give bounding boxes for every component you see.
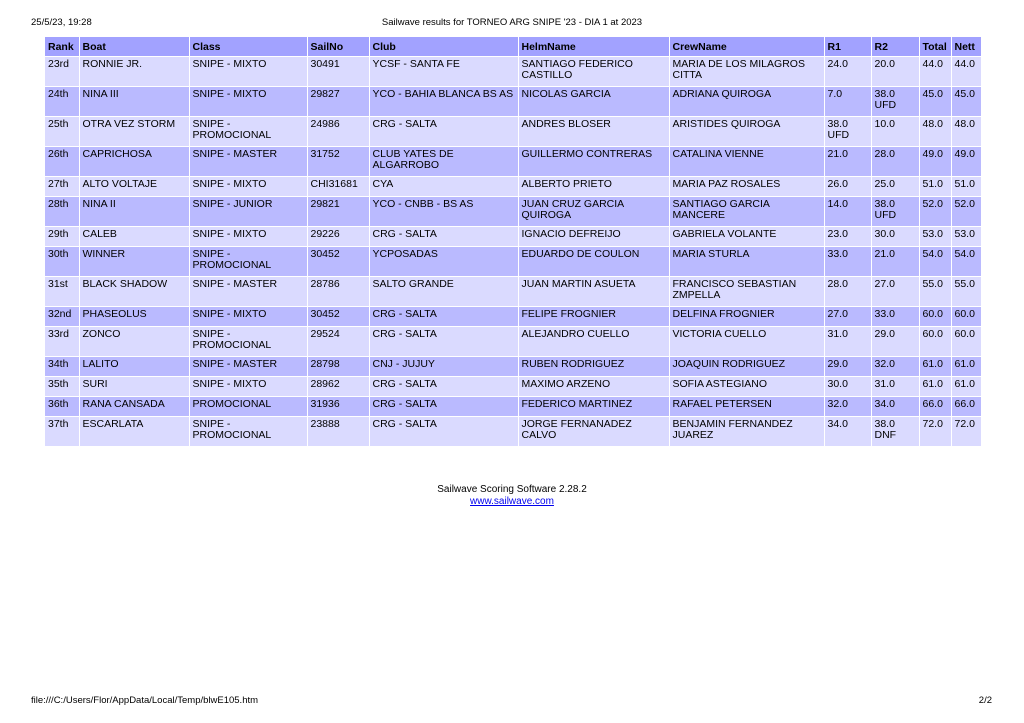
cell-club: YCO - CNBB - BS AS	[369, 197, 518, 227]
cell-rank: 24th	[45, 87, 79, 117]
cell-club: CRG - SALTA	[369, 327, 518, 357]
table-row	[45, 117, 981, 147]
cell-club: CRG - SALTA	[369, 117, 518, 147]
table-row	[45, 397, 981, 417]
cell-class: SNIPE - MASTER	[189, 277, 307, 307]
cell-r1: 23.0	[824, 227, 871, 247]
cell-class: SNIPE - PROMOCIONAL	[189, 247, 307, 277]
cell-r2: 27.0	[871, 277, 919, 307]
cell-helm: ALEJANDRO CUELLO	[518, 327, 669, 357]
cell-crew: DELFINA FROGNIER	[669, 307, 824, 327]
table-row	[45, 57, 981, 87]
cell-sailno: 31752	[307, 147, 369, 177]
table-row	[45, 147, 981, 177]
cell-crew: MARIA DE LOS MILAGROS CITTA	[669, 57, 824, 87]
cell-nett: 49.0	[951, 147, 981, 177]
table-row	[45, 227, 981, 247]
cell-total: 61.0	[919, 377, 951, 397]
cell-r2: 21.0	[871, 247, 919, 277]
cell-nett: 66.0	[951, 397, 981, 417]
column-header-rank: Rank	[45, 37, 79, 57]
cell-r1: 33.0	[824, 247, 871, 277]
table-row	[45, 247, 981, 277]
cell-club: YCPOSADAS	[369, 247, 518, 277]
cell-r1: 31.0	[824, 327, 871, 357]
column-header-total: Total	[919, 37, 951, 57]
cell-nett: 48.0	[951, 117, 981, 147]
cell-rank: 26th	[45, 147, 79, 177]
cell-rank: 23rd	[45, 57, 79, 87]
cell-total: 52.0	[919, 197, 951, 227]
cell-sailno: 29226	[307, 227, 369, 247]
cell-helm: MAXIMO ARZENO	[518, 377, 669, 397]
cell-crew: SANTIAGO GARCIA MANCERE	[669, 197, 824, 227]
cell-total: 72.0	[919, 417, 951, 447]
cell-club: CNJ - JUJUY	[369, 357, 518, 377]
cell-club: CRG - SALTA	[369, 417, 518, 447]
cell-helm: JUAN MARTIN ASUETA	[518, 277, 669, 307]
cell-rank: 27th	[45, 177, 79, 197]
cell-r1: 38.0 UFD	[824, 117, 871, 147]
cell-helm: FEDERICO MARTINEZ	[518, 397, 669, 417]
column-header-helm: HelmName	[518, 37, 669, 57]
cell-r2: 29.0	[871, 327, 919, 357]
cell-helm: GUILLERMO CONTRERAS	[518, 147, 669, 177]
cell-r1: 14.0	[824, 197, 871, 227]
cell-total: 55.0	[919, 277, 951, 307]
cell-total: 48.0	[919, 117, 951, 147]
results-table	[45, 37, 982, 447]
cell-class: SNIPE - MIXTO	[189, 87, 307, 117]
cell-total: 66.0	[919, 397, 951, 417]
cell-boat: ALTO VOLTAJE	[79, 177, 189, 197]
cell-r2: 38.0 UFD	[871, 197, 919, 227]
cell-r2: 38.0 DNF	[871, 417, 919, 447]
cell-rank: 25th	[45, 117, 79, 147]
cell-class: SNIPE - MASTER	[189, 357, 307, 377]
column-header-class: Class	[189, 37, 307, 57]
cell-r1: 28.0	[824, 277, 871, 307]
cell-sailno: 28786	[307, 277, 369, 307]
cell-crew: GABRIELA VOLANTE	[669, 227, 824, 247]
column-header-sailno: SailNo	[307, 37, 369, 57]
cell-helm: EDUARDO DE COULON	[518, 247, 669, 277]
table-row	[45, 307, 981, 327]
software-credit: Sailwave Scoring Software 2.28.2	[437, 484, 587, 495]
cell-nett: 51.0	[951, 177, 981, 197]
cell-boat: NINA III	[79, 87, 189, 117]
cell-sailno: 30491	[307, 57, 369, 87]
cell-club: CRG - SALTA	[369, 227, 518, 247]
cell-total: 51.0	[919, 177, 951, 197]
cell-helm: RUBEN RODRIGUEZ	[518, 357, 669, 377]
page-title: Sailwave results for TORNEO ARG SNIPE '23 - DIA 1 at 2023	[381, 17, 643, 28]
cell-r2: 38.0 UFD	[871, 87, 919, 117]
cell-total: 45.0	[919, 87, 951, 117]
cell-class: SNIPE - MASTER	[189, 147, 307, 177]
cell-rank: 29th	[45, 227, 79, 247]
cell-crew: VICTORIA CUELLO	[669, 327, 824, 357]
cell-sailno: 29821	[307, 197, 369, 227]
cell-total: 60.0	[919, 307, 951, 327]
cell-sailno: 23888	[307, 417, 369, 447]
table-header-row	[45, 37, 981, 57]
cell-nett: 52.0	[951, 197, 981, 227]
cell-r2: 34.0	[871, 397, 919, 417]
cell-rank: 32nd	[45, 307, 79, 327]
cell-nett: 44.0	[951, 57, 981, 87]
cell-r1: 30.0	[824, 377, 871, 397]
cell-total: 44.0	[919, 57, 951, 87]
cell-helm: JORGE FERNANADEZ CALVO	[518, 417, 669, 447]
cell-class: SNIPE - MIXTO	[189, 307, 307, 327]
cell-rank: 34th	[45, 357, 79, 377]
table-body	[45, 57, 981, 447]
cell-r1: 26.0	[824, 177, 871, 197]
cell-crew: MARIA PAZ ROSALES	[669, 177, 824, 197]
cell-rank: 36th	[45, 397, 79, 417]
cell-r2: 32.0	[871, 357, 919, 377]
cell-rank: 35th	[45, 377, 79, 397]
cell-boat: RONNIE JR.	[79, 57, 189, 87]
cell-total: 53.0	[919, 227, 951, 247]
cell-crew: FRANCISCO SEBASTIAN ZMPELLA	[669, 277, 824, 307]
table-row	[45, 177, 981, 197]
cell-rank: 31st	[45, 277, 79, 307]
cell-nett: 60.0	[951, 307, 981, 327]
cell-total: 54.0	[919, 247, 951, 277]
cell-sailno: 24986	[307, 117, 369, 147]
column-header-r2: R2	[871, 37, 919, 57]
table-row	[45, 87, 981, 117]
cell-class: SNIPE - MIXTO	[189, 227, 307, 247]
cell-r2: 25.0	[871, 177, 919, 197]
page-number: 2/2	[978, 695, 992, 706]
cell-nett: 61.0	[951, 357, 981, 377]
cell-sailno: 30452	[307, 247, 369, 277]
cell-class: SNIPE - MIXTO	[189, 57, 307, 87]
cell-r2: 10.0	[871, 117, 919, 147]
table-row	[45, 417, 981, 447]
cell-r2: 30.0	[871, 227, 919, 247]
cell-r2: 33.0	[871, 307, 919, 327]
cell-r2: 31.0	[871, 377, 919, 397]
print-date: 25/5/23, 19:28	[31, 17, 92, 28]
cell-nett: 45.0	[951, 87, 981, 117]
cell-crew: SOFIA ASTEGIANO	[669, 377, 824, 397]
cell-crew: MARIA STURLA	[669, 247, 824, 277]
cell-helm: IGNACIO DEFREIJO	[518, 227, 669, 247]
cell-sailno: CHI31681	[307, 177, 369, 197]
cell-rank: 33rd	[45, 327, 79, 357]
cell-r2: 28.0	[871, 147, 919, 177]
cell-club: CRG - SALTA	[369, 397, 518, 417]
cell-boat: SURI	[79, 377, 189, 397]
cell-rank: 30th	[45, 247, 79, 277]
sailwave-link[interactable]: www.sailwave.com	[470, 496, 554, 507]
cell-club: CRG - SALTA	[369, 377, 518, 397]
cell-club: YCO - BAHIA BLANCA BS AS	[369, 87, 518, 117]
cell-sailno: 28798	[307, 357, 369, 377]
cell-r1: 21.0	[824, 147, 871, 177]
cell-boat: RANA CANSADA	[79, 397, 189, 417]
website-link-wrap	[0, 496, 1024, 507]
cell-class: SNIPE - MIXTO	[189, 177, 307, 197]
cell-class: SNIPE - PROMOCIONAL	[189, 327, 307, 357]
table-row	[45, 377, 981, 397]
cell-boat: BLACK SHADOW	[79, 277, 189, 307]
cell-r1: 34.0	[824, 417, 871, 447]
cell-boat: ZONCO	[79, 327, 189, 357]
cell-helm: NICOLAS GARCIA	[518, 87, 669, 117]
column-header-r1: R1	[824, 37, 871, 57]
cell-helm: JUAN CRUZ GARCIA QUIROGA	[518, 197, 669, 227]
cell-crew: BENJAMIN FERNANDEZ JUAREZ	[669, 417, 824, 447]
cell-sailno: 29827	[307, 87, 369, 117]
column-header-nett: Nett	[951, 37, 981, 57]
cell-r1: 27.0	[824, 307, 871, 327]
cell-club: SALTO GRANDE	[369, 277, 518, 307]
cell-boat: LALITO	[79, 357, 189, 377]
cell-helm: ALBERTO PRIETO	[518, 177, 669, 197]
cell-helm: ANDRES BLOSER	[518, 117, 669, 147]
file-path: file:///C:/Users/Flor/AppData/Local/Temp/blwE105.htm	[31, 695, 259, 706]
cell-boat: CAPRICHOSA	[79, 147, 189, 177]
cell-total: 61.0	[919, 357, 951, 377]
cell-r1: 29.0	[824, 357, 871, 377]
cell-nett: 60.0	[951, 327, 981, 357]
cell-boat: CALEB	[79, 227, 189, 247]
cell-nett: 55.0	[951, 277, 981, 307]
cell-crew: CATALINA VIENNE	[669, 147, 824, 177]
cell-class: SNIPE - MIXTO	[189, 377, 307, 397]
cell-nett: 72.0	[951, 417, 981, 447]
cell-club: CRG - SALTA	[369, 307, 518, 327]
cell-r1: 24.0	[824, 57, 871, 87]
cell-boat: WINNER	[79, 247, 189, 277]
cell-rank: 37th	[45, 417, 79, 447]
cell-helm: SANTIAGO FEDERICO CASTILLO	[518, 57, 669, 87]
cell-boat: ESCARLATA	[79, 417, 189, 447]
cell-sailno: 31936	[307, 397, 369, 417]
cell-boat: PHASEOLUS	[79, 307, 189, 327]
cell-helm: FELIPE FROGNIER	[518, 307, 669, 327]
cell-total: 60.0	[919, 327, 951, 357]
cell-crew: RAFAEL PETERSEN	[669, 397, 824, 417]
table-row	[45, 357, 981, 377]
cell-rank: 28th	[45, 197, 79, 227]
cell-r1: 7.0	[824, 87, 871, 117]
cell-nett: 61.0	[951, 377, 981, 397]
column-header-club: Club	[369, 37, 518, 57]
cell-class: SNIPE - PROMOCIONAL	[189, 117, 307, 147]
cell-nett: 53.0	[951, 227, 981, 247]
cell-class: SNIPE - JUNIOR	[189, 197, 307, 227]
cell-club: CLUB YATES DE ALGARROBO	[369, 147, 518, 177]
column-header-boat: Boat	[79, 37, 189, 57]
cell-total: 49.0	[919, 147, 951, 177]
column-header-crew: CrewName	[669, 37, 824, 57]
table-row	[45, 277, 981, 307]
cell-club: YCSF - SANTA FE	[369, 57, 518, 87]
cell-boat: NINA II	[79, 197, 189, 227]
cell-r2: 20.0	[871, 57, 919, 87]
cell-class: SNIPE - PROMOCIONAL	[189, 417, 307, 447]
cell-sailno: 30452	[307, 307, 369, 327]
cell-sailno: 28962	[307, 377, 369, 397]
cell-sailno: 29524	[307, 327, 369, 357]
cell-club: CYA	[369, 177, 518, 197]
cell-boat: OTRA VEZ STORM	[79, 117, 189, 147]
cell-class: PROMOCIONAL	[189, 397, 307, 417]
cell-crew: ADRIANA QUIROGA	[669, 87, 824, 117]
cell-crew: ARISTIDES QUIROGA	[669, 117, 824, 147]
table-row	[45, 197, 981, 227]
cell-crew: JOAQUIN RODRIGUEZ	[669, 357, 824, 377]
table-row	[45, 327, 981, 357]
cell-r1: 32.0	[824, 397, 871, 417]
cell-nett: 54.0	[951, 247, 981, 277]
